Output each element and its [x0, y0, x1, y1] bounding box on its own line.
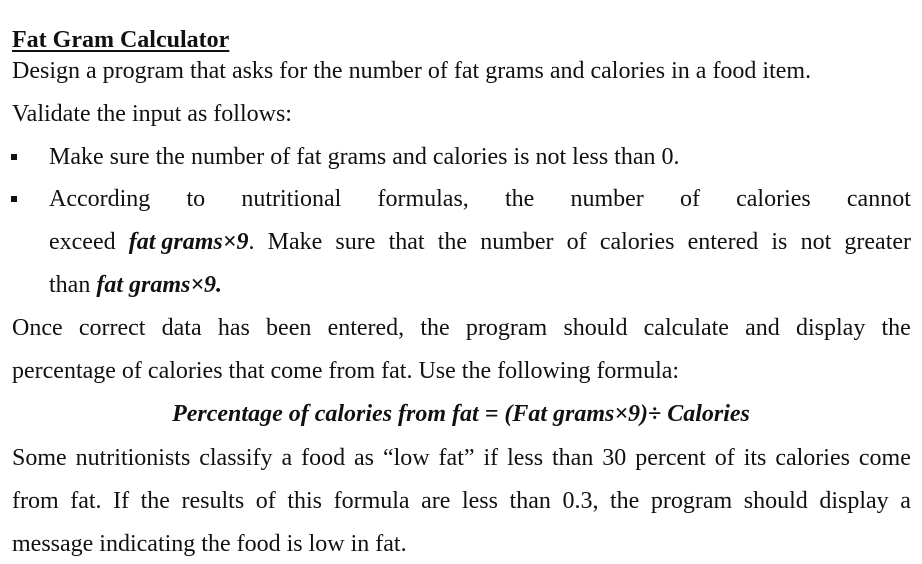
- word: the: [437, 229, 468, 255]
- word: formula: [333, 488, 410, 514]
- word: less: [461, 488, 498, 514]
- word: of: [566, 229, 587, 255]
- word: percent: [635, 445, 706, 471]
- word: has: [217, 315, 250, 341]
- word: 0.3,: [562, 488, 599, 514]
- word: nutritional: [241, 186, 342, 212]
- bullet-item-2-line-3: [49, 272, 222, 299]
- word: results: [181, 488, 245, 514]
- word: If: [113, 488, 130, 514]
- word: .: [248, 229, 255, 255]
- word: of: [255, 488, 276, 514]
- word: to: [186, 186, 206, 212]
- word: program: [650, 488, 733, 514]
- formula: Percentage of calories from fat = (Fat grams×9)÷ Calories: [172, 401, 750, 427]
- bullet-square-icon: [11, 154, 17, 160]
- word: of: [679, 186, 700, 212]
- word: sure: [335, 229, 376, 255]
- word-group: [129, 229, 255, 256]
- word: “low: [382, 445, 430, 471]
- word: and: [745, 315, 780, 341]
- word: than: [49, 272, 91, 298]
- calculation-paragraph-line-2: percentage of calories that come from fat. Use the following formula:: [12, 358, 680, 384]
- word: display: [819, 488, 889, 514]
- word: is: [771, 229, 788, 255]
- bullet-item-1: Make sure the number of fat grams and calories is not less than 0.: [49, 144, 680, 170]
- word: formulas,: [377, 186, 469, 212]
- word: are: [421, 488, 451, 514]
- intro-paragraph: Design a program that asks for the number of fat grams and calories in a food item.: [12, 58, 812, 84]
- bullet-square-icon: [11, 196, 17, 202]
- calculation-paragraph-line-1: [12, 315, 911, 342]
- word: the: [504, 186, 535, 212]
- word: entered,: [327, 315, 405, 341]
- word: calories: [736, 186, 811, 212]
- word: number: [570, 186, 644, 212]
- word: the: [881, 315, 911, 341]
- word: of: [714, 445, 735, 471]
- word: as: [354, 445, 375, 471]
- word: a: [281, 445, 293, 471]
- word: should: [563, 315, 628, 341]
- word: than: [509, 488, 551, 514]
- word: this: [287, 488, 323, 514]
- word: classify: [199, 445, 273, 471]
- word: correct: [78, 315, 146, 341]
- word: calculate: [643, 315, 729, 341]
- word: display: [795, 315, 866, 341]
- word: a: [900, 488, 911, 514]
- word: come: [858, 445, 911, 471]
- word: cannot: [846, 186, 911, 212]
- low-fat-paragraph-line-1: [12, 445, 911, 472]
- word: 30: [602, 445, 627, 471]
- word: fat”: [438, 445, 475, 471]
- word: not: [800, 229, 832, 255]
- low-fat-paragraph-line-3: message indicating the food is low in fat.: [12, 531, 407, 557]
- word: from: [12, 488, 59, 514]
- word: data: [161, 315, 202, 341]
- word: the: [140, 488, 170, 514]
- word: exceed: [49, 229, 116, 255]
- word: if: [483, 445, 499, 471]
- word: its: [743, 445, 767, 471]
- word: than: [552, 445, 594, 471]
- word: that: [388, 229, 425, 255]
- word: entered: [687, 229, 759, 255]
- validation-intro: Validate the input as follows:: [12, 101, 292, 127]
- word: calories: [775, 445, 850, 471]
- word: Once: [12, 315, 63, 341]
- word: greater: [844, 229, 911, 255]
- word: According: [49, 186, 151, 212]
- bullet-item-2-line-2: [49, 229, 911, 256]
- low-fat-paragraph-line-2: [12, 488, 911, 515]
- word: fat.: [70, 488, 102, 514]
- bullet-item-2-line-1: [49, 186, 911, 213]
- document-title: Fat Gram Calculator: [12, 27, 230, 53]
- word: calories: [599, 229, 675, 255]
- word: nutritionists: [75, 445, 191, 471]
- emphasis-fat-grams: fat grams×9.: [96, 272, 223, 298]
- word: been: [266, 315, 312, 341]
- word: program: [465, 315, 548, 341]
- word: Some: [12, 445, 67, 471]
- word: less: [507, 445, 544, 471]
- word: the: [420, 315, 450, 341]
- word: Make: [267, 229, 323, 255]
- word: food: [301, 445, 346, 471]
- emphasis-fat-grams: fat grams×9: [128, 229, 249, 255]
- word: should: [743, 488, 808, 514]
- word: the: [610, 488, 640, 514]
- word: number: [480, 229, 554, 255]
